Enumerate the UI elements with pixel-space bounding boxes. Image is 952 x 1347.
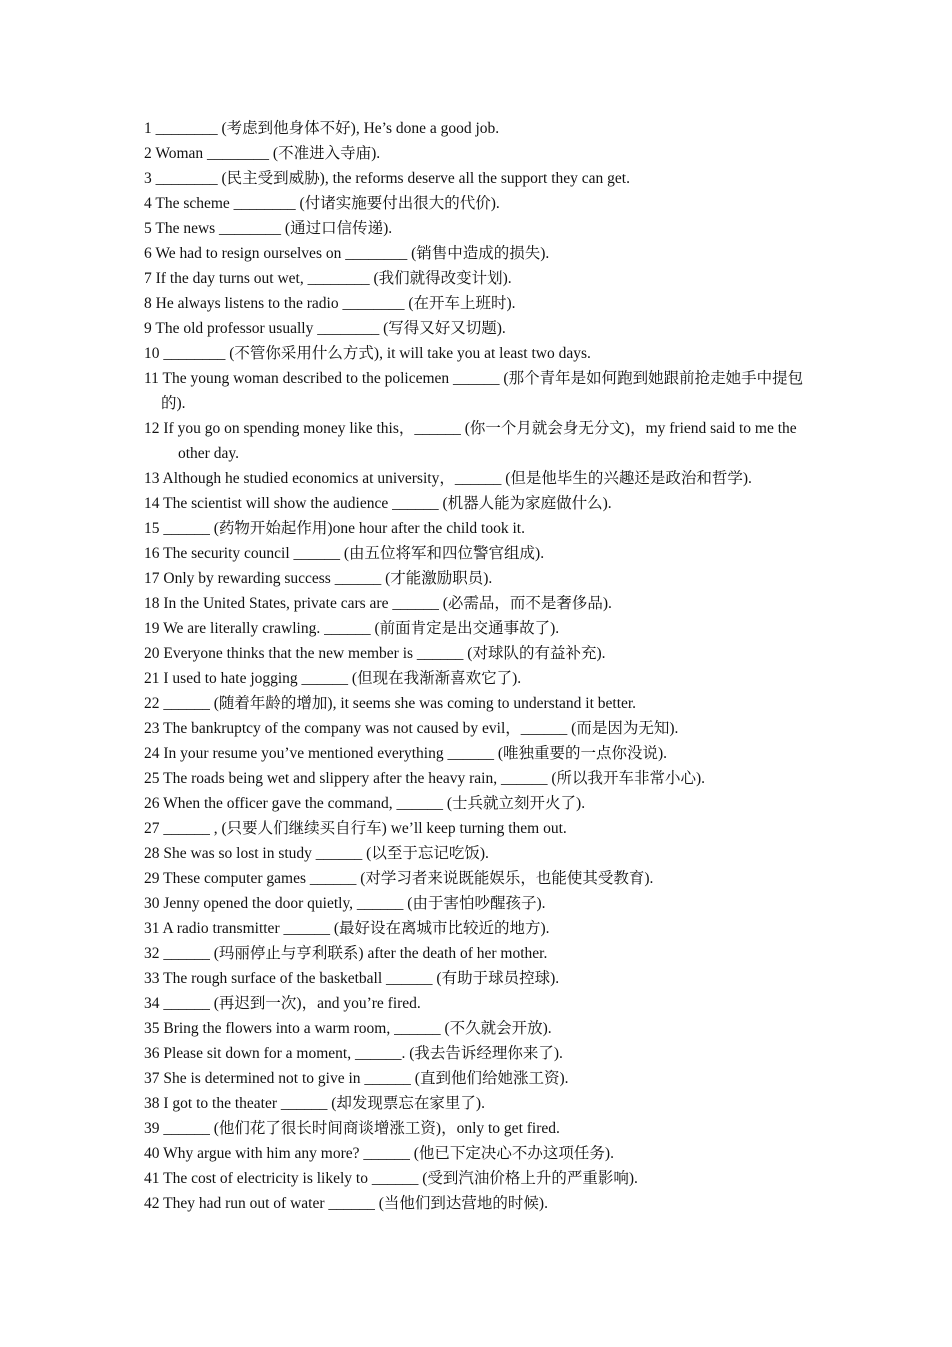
exercise-item-37: 37 She is determined not to give in ______ (直到他们给她涨工资). [144,1070,569,1087]
exercise-item-13: 13 Although he studied economics at university，______ (但是他毕生的兴趣还是政治和哲学). [144,470,752,487]
exercise-item-8: 8 He always listens to the radio ________ (在开车上班时). [144,295,516,312]
exercise-item-34: 34 ______ (再迟到一次)，and you’re fired. [144,995,421,1012]
exercise-item-7: 7 If the day turns out wet, ________ (我们就得改变计划). [144,270,512,287]
exercise-item-32: 32 ______ (玛丽停止与亨利联系) after the death of her mother. [144,945,548,962]
exercise-item-27: 27 ______ , (只要人们继续买自行车) we’ll keep turning them out. [144,820,567,837]
exercise-item-21: 21 I used to hate jogging ______ (但现在我渐渐喜欢它了). [144,670,522,687]
exercise-item-11: 11 The young woman described to the policemen ______ (那个青年是如何跑到她跟前抢走她手中提包的). [144,370,804,412]
exercise-item-31: 31 A radio transmitter ______ (最好设在离城市比较近的地方). [144,920,550,937]
exercise-item-1: 1 ________ (考虑到他身体不好), He’s done a good job. [144,120,500,137]
exercise-item-9: 9 The old professor usually ________ (写得又好又切题). [144,320,506,337]
exercise-item-39: 39 ______ (他们花了很长时间商谈增涨工资)，only to get fired. [144,1120,560,1137]
exercise-item-4: 4 The scheme ________ (付诸实施要付出很大的代价). [144,195,500,212]
exercise-item-5: 5 The news ________ (通过口信传递). [144,220,393,237]
exercise-item-23: 23 The bankruptcy of the company was not caused by evil，______ (而是因为无知). [144,720,679,737]
exercise-item-26: 26 When the officer gave the command, ______ (士兵就立刻开火了). [144,795,586,812]
exercise-item-25: 25 The roads being wet and slippery after the heavy rain, ______ (所以我开车非常小心). [144,770,706,787]
exercise-item-17: 17 Only by rewarding success ______ (才能激励职员). [144,570,493,587]
exercise-item-33: 33 The rough surface of the basketball ______ (有助于球员控球). [144,970,560,987]
exercise-item-28: 28 She was so lost in study ______ (以至于忘记吃饭). [144,845,489,862]
exercise-item-2: 2 Woman ________ (不准进入寺庙). [144,145,381,162]
exercise-item-16: 16 The security council ______ (由五位将军和四位警官组成). [144,545,545,562]
exercise-item-22: 22 ______ (随着年龄的增加), it seems she was coming to understand it better. [144,695,637,712]
exercise-item-38: 38 I got to the theater ______ (却发现票忘在家里了). [144,1095,485,1112]
exercise-item-10: 10 ________ (不管你采用什么方式), it will take you at least two days. [144,345,591,362]
exercise-item-15: 15 ______ (药物开始起作用)one hour after the child took it. [144,520,525,537]
exercise-item-30: 30 Jenny opened the door quietly, ______ (由于害怕吵醒孩子). [144,895,546,912]
exercise-item-42: 42 They had run out of water ______ (当他们到达营地的时候). [144,1195,548,1212]
exercise-item-3: 3 ________ (民主受到威胁), the reforms deserve all the support they can get. [144,170,630,187]
exercise-item-29: 29 These computer games ______ (对学习者来说既能娱乐，也能使其受教育). [144,870,654,887]
exercise-item-20: 20 Everyone thinks that the new member is ______ (对球队的有益补充). [144,645,606,662]
exercise-item-14: 14 The scientist will show the audience ______ (机器人能为家庭做什么). [144,495,612,512]
exercise-item-41: 41 The cost of electricity is likely to ______ (受到汽油价格上升的严重影响). [144,1170,638,1187]
exercise-item-18: 18 In the United States, private cars are ______ (必需品，而不是奢侈品). [144,595,612,612]
exercise-item-6: 6 We had to resign ourselves on ________ (销售中造成的损失). [144,245,550,262]
exercise-item-40: 40 Why argue with him any more? ______ (他已下定决心不办这项任务). [144,1145,614,1162]
exercise-item-24: 24 In your resume you’ve mentioned everything ______ (唯独重要的一点你没说). [144,745,668,762]
exercise-item-19: 19 We are literally crawling. ______ (前面肯定是出交通事故了). [144,620,560,637]
exercise-item-36: 36 Please sit down for a moment, ______. (我去告诉经理你来了). [144,1045,563,1062]
exercise-list [144,116,824,1216]
exercise-item-35: 35 Bring the flowers into a warm room, ______ (不久就会开放). [144,1020,552,1037]
exercise-item-12: 12 If you go on spending money like this，______ (你一个月就会身无分文)，my friend said to me the other day. [144,420,797,462]
